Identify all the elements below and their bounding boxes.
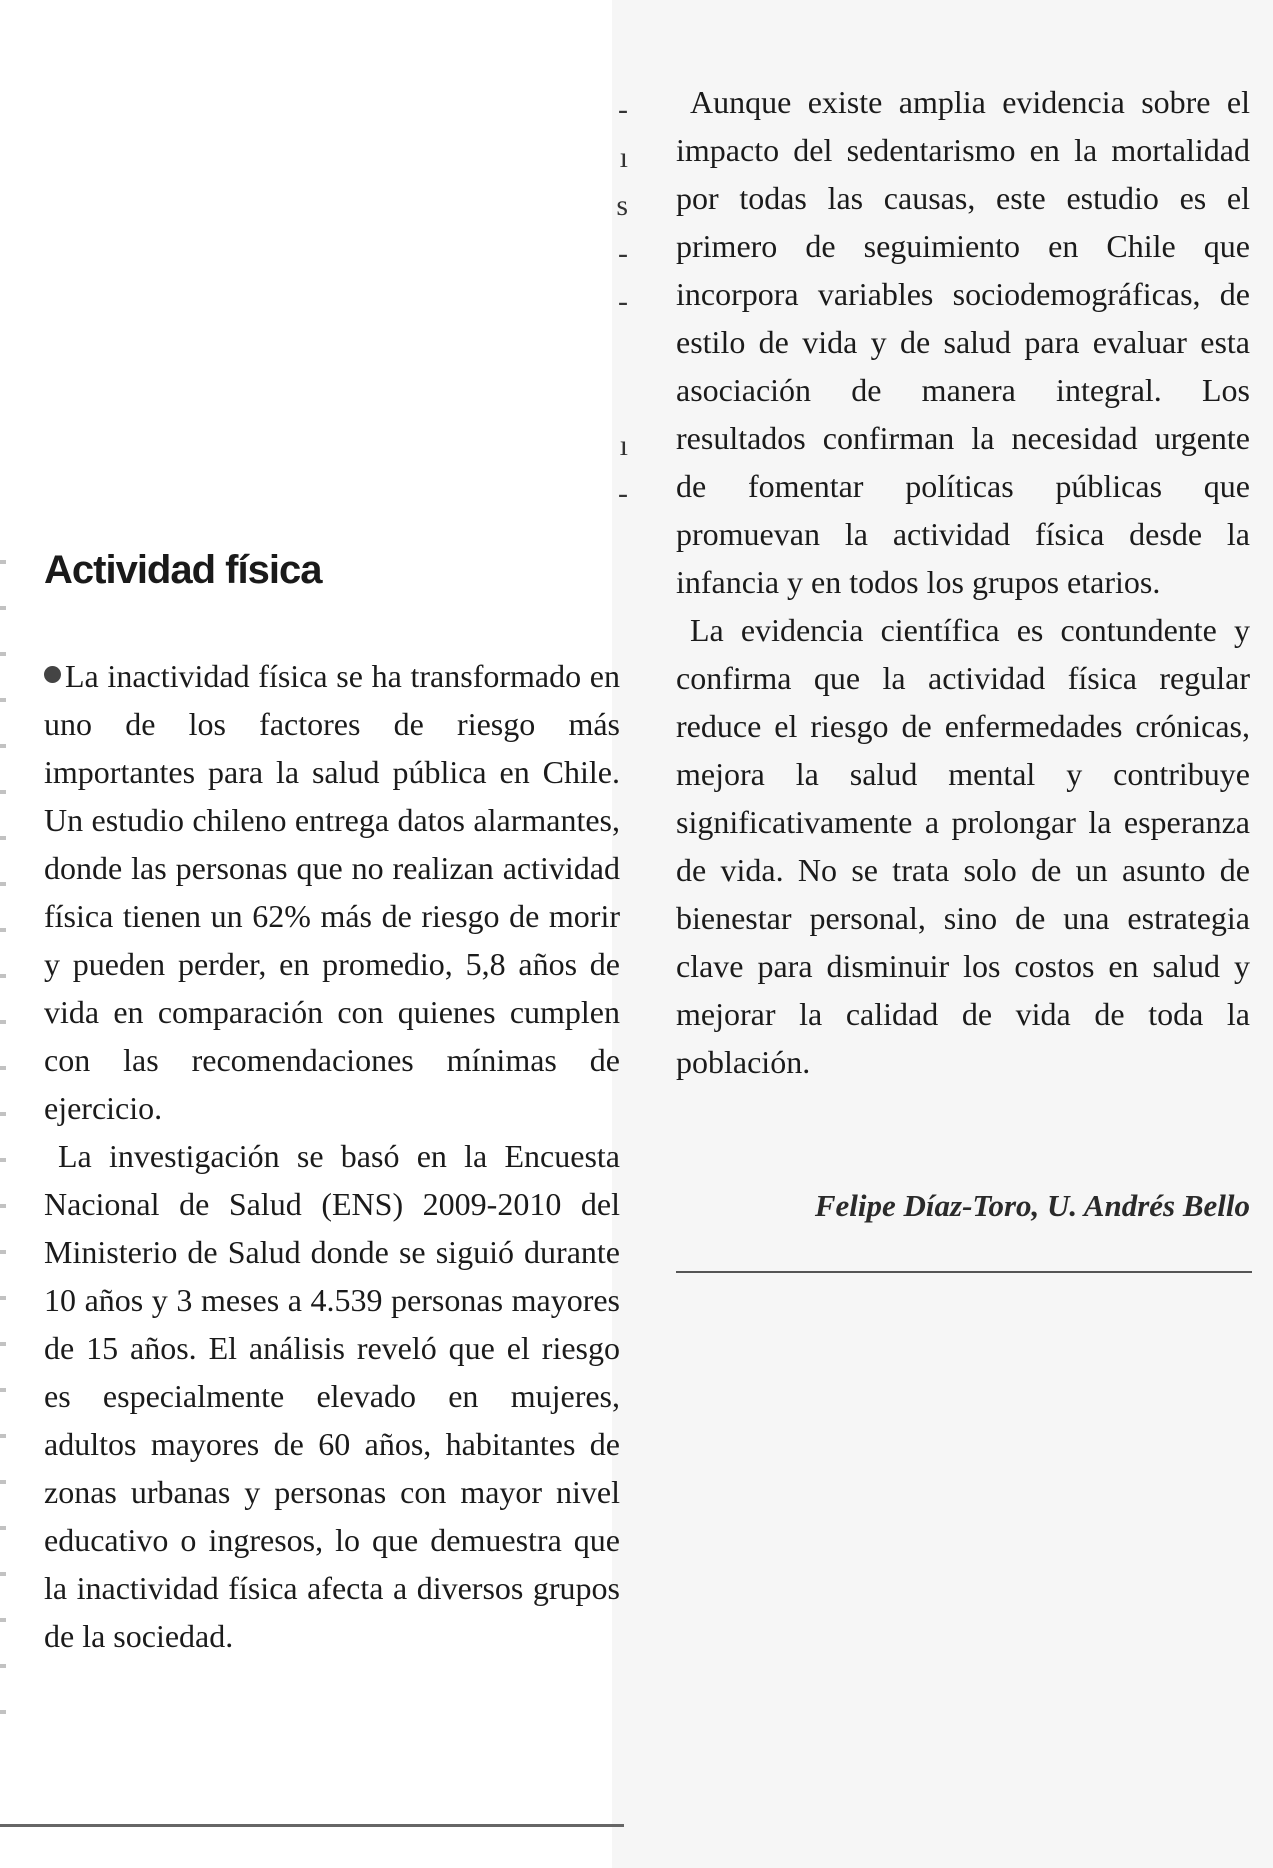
previous-article-fragments (598, 86, 628, 518)
divider-rule (676, 1271, 1252, 1273)
text-fragment-spacer (598, 374, 628, 422)
text-fragment: ı (619, 141, 628, 174)
text-fragment: - (618, 477, 628, 510)
text-fragment: - (618, 93, 628, 126)
article-left-column (44, 652, 620, 1660)
text-fragment: - (618, 285, 628, 318)
paragraph: La evidencia científica es contundente y confirma que la actividad física regular reduce el riesgo de enfermedades crónicas, mejora la salud mental y contribuye significativamente a prolongar la esperanza de vida. No se trata solo de un asunto de bienestar personal, sino de una estrategia clave para disminuir los costos en salud y mejorar la calidad de vida de toda la población. (676, 612, 1250, 1080)
divider-rule (0, 1824, 624, 1827)
bullet-icon (44, 666, 61, 683)
text-fragment: - (618, 237, 628, 270)
article-right-column (676, 78, 1250, 1086)
article-heading: Actividad física (44, 548, 322, 592)
text-fragment-spacer (598, 326, 628, 374)
text-fragment: s (616, 189, 628, 222)
text-fragment: ı (619, 429, 628, 462)
gutter-marks (0, 560, 6, 1740)
paragraph (44, 652, 620, 1132)
paragraph: Aunque existe amplia evidencia sobre el impacto del sedentarismo en la mortalidad por todas las causas, este estudio es el primero de seguimiento en Chile que incorpora variables sociodemográficas, de estilo de vida y de salud para evaluar esta asociación de manera integral. Los resultados confirman la necesidad urgente de fomentar políticas públicas que promuevan la actividad física desde la infancia y en todos los grupos etarios. (676, 84, 1250, 600)
author-signature: Felipe Díaz-Toro, U. Andrés Bello (814, 1188, 1250, 1223)
paragraph-text: La inactividad física se ha transformado en uno de los factores de riesgo más importantes para la salud pública en Chile. Un estudio chileno entrega datos alarmantes, donde las personas que no realizan actividad física tienen un 62% más de riesgo de morir y pueden perder, en promedio, 5,8 años de vida en comparación con quienes cumplen con las recomendaciones mínimas de ejercicio. (44, 658, 620, 1126)
paragraph: La investigación se basó en la Encuesta Nacional de Salud (ENS) 2009-2010 del Ministerio de Salud donde se siguió durante 10 años y 3 meses a 4.539 personas mayores de 15 años. El análisis reveló que el riesgo es especialmente elevado en mujeres, adultos mayores de 60 años, habitantes de zonas urbanas y personas con mayor nivel educativo o ingresos, lo que demuestra que la inactividad física afecta a diversos grupos de la sociedad. (44, 1138, 620, 1654)
